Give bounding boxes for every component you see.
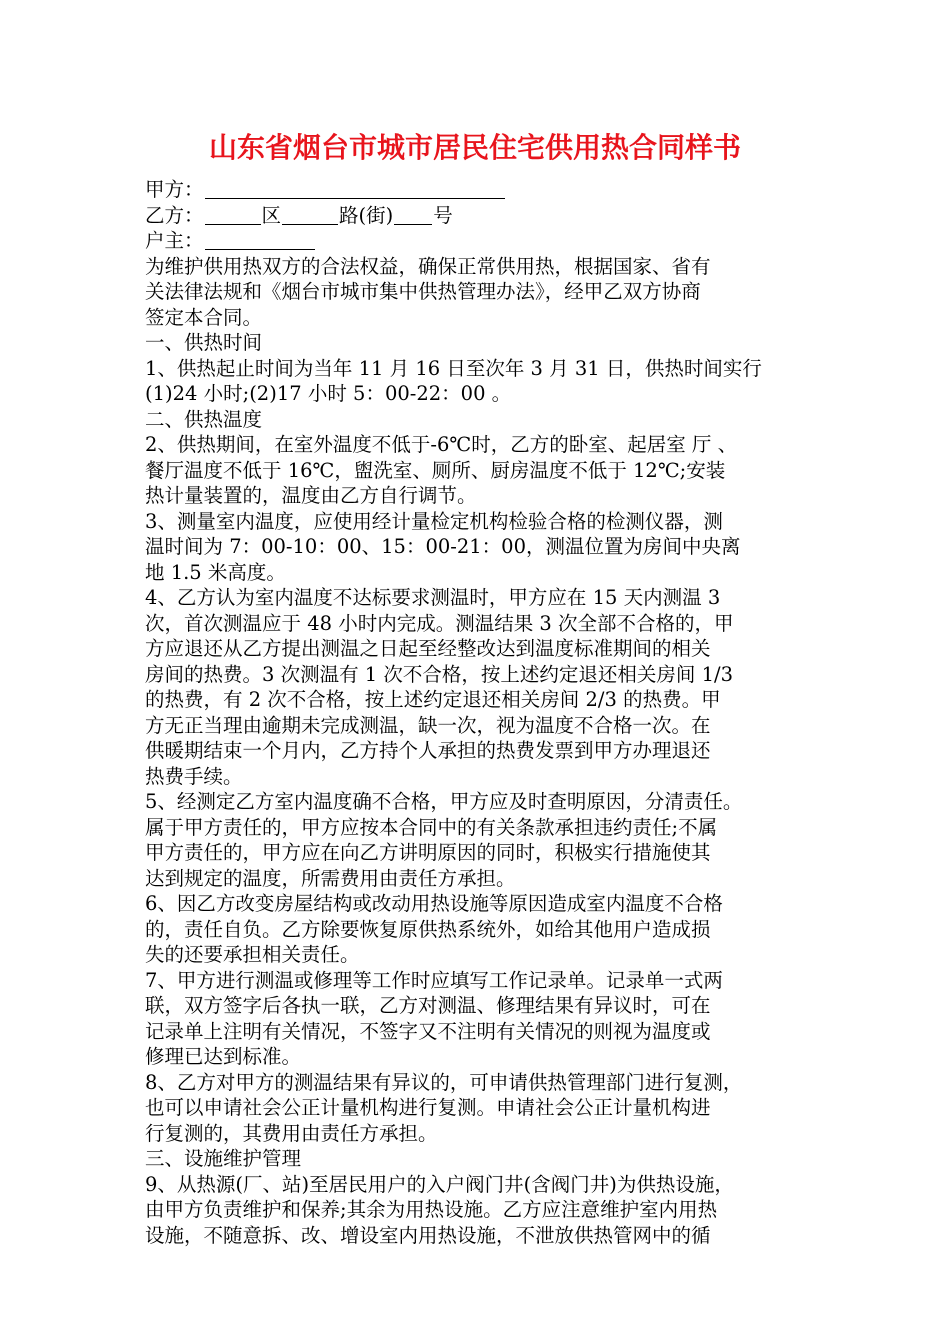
text-line: (1)24 小时;(2)17 小时 5：00-22：00 。: [145, 382, 512, 405]
text-line: 修理已达到标准。: [145, 1045, 302, 1068]
text-line: 失的还要承担相关责任。: [145, 943, 360, 966]
text-line: 1、供热起止时间为当年 11 月 16 日至次年 3 月 31 日，供热时间实行: [145, 356, 762, 380]
text-line: 供暖期结束一个月内，乙方持个人承担的热费发票到甲方办理退还: [145, 739, 711, 762]
text-line: 设施，不随意拆、改、增设室内用热设施，不泄放供热管网中的循: [145, 1223, 711, 1247]
text-line: 签定本合同。: [145, 305, 263, 329]
document-title: 山东省烟台市城市居民住宅供用热合同样书: [208, 131, 741, 164]
document-body: [145, 177, 825, 1248]
section-heading: 一、供热时间: [145, 331, 263, 354]
text-line: 由甲方负责维护和保养;其余为用热设施。乙方应注意维护室内用热: [145, 1198, 718, 1221]
party-b-line: [145, 203, 825, 229]
section-heading: 三、设施维护管理: [145, 1147, 302, 1170]
section-heading: 二、供热温度: [145, 407, 263, 431]
party-a-line: [145, 177, 825, 203]
owner-line: [145, 228, 825, 254]
text-line: 6、因乙方改变房屋结构或改动用热设施等原因造成室内温度不合格: [145, 892, 723, 915]
text-line: 7、甲方进行测温或修理等工作时应填写工作记录单。记录单一式两: [145, 968, 723, 992]
text-line: 为维护供用热双方的合法权益，确保正常供用热，根据国家、省有: [145, 254, 711, 278]
text-line: 联，双方签字后各执一联，乙方对测温、修理结果有异议时，可在: [145, 994, 711, 1017]
text-line: 4、乙方认为室内温度不达标要求测温时，甲方应在 15 天内测温 3: [145, 586, 721, 609]
road-label: 路(街): [339, 203, 394, 227]
text-line: 热计量装置的，温度由乙方自行调节。: [145, 484, 477, 507]
text-line: 记录单上注明有关情况，不签字又不注明有关情况的则视为温度或: [145, 1019, 711, 1043]
text-line: 3、测量室内温度，应使用经计量检定机构检验合格的检测仪器，测: [145, 509, 723, 533]
party-a-label: 甲方：: [145, 178, 204, 201]
text-line: 的，责任自负。乙方除要恢复原供热系统外，如给其他用户造成损: [145, 917, 711, 941]
text-line: 9、从热源(厂、站)至居民用户的入户阀门井(含阀门井)为供热设施，: [145, 1172, 734, 1196]
text-line: 的热费，有 2 次不合格，按上述约定退还相关房间 2/3 的热费。甲: [145, 688, 721, 711]
district-blank: [205, 204, 261, 225]
text-line: 地 1.5 米高度。: [145, 560, 286, 584]
district-label: 区: [261, 203, 282, 227]
text-line: 属于甲方责任的，甲方应按本合同中的有关条款承担违约责任;不属: [145, 815, 718, 839]
text-line: 达到规定的温度，所需费用由责任方承担。: [145, 866, 516, 890]
number-blank: [394, 204, 432, 225]
party-b-label: 乙方：: [145, 203, 204, 227]
text-line: 8、乙方对甲方的测温结果有异议的，可申请供热管理部门进行复测，: [145, 1070, 743, 1094]
text-line: 方无正当理由逾期未完成测温，缺一次，视为温度不合格一次。在: [145, 713, 711, 737]
text-line: 热费手续。: [145, 764, 243, 788]
text-line: 餐厅温度不低于 16℃，盥洗室、厕所、厨房温度不低于 12℃;安装: [145, 458, 726, 482]
road-blank: [282, 204, 338, 225]
text-line: 次，首次测温应于 48 小时内完成。测温结果 3 次全部不合格的，甲: [145, 611, 734, 635]
text-line: 房间的热费。3 次测温有 1 次不合格，按上述约定退还相关房间 1/3: [145, 662, 733, 686]
text-line: 关法律法规和《烟台市城市集中供热管理办法》，经甲乙双方协商: [145, 280, 701, 303]
owner-label: 户主：: [145, 229, 204, 252]
text-line: 行复测的，其费用由责任方承担。: [145, 1121, 438, 1145]
text-line: 方应退还从乙方提出测温之日起至经整改达到温度标准期间的相关: [145, 637, 711, 660]
party-a-blank: [205, 178, 505, 199]
owner-blank: [205, 229, 315, 250]
number-label: 号: [433, 203, 453, 227]
text-line: 甲方责任的，甲方应在向乙方讲明原因的同时，积极实行措施使其: [145, 841, 711, 864]
text-line: 2、供热期间，在室外温度不低于-6℃时，乙方的卧室、起居室 厅 、: [145, 433, 738, 456]
text-line: 也可以申请社会公正计量机构进行复测。申请社会公正计量机构进: [145, 1096, 711, 1119]
text-line: 温时间为 7：00-10：00、15：00-21：00，测温位置为房间中央离: [145, 535, 741, 558]
text-line: 5、经测定乙方室内温度确不合格，甲方应及时查明原因，分清责任。: [145, 790, 743, 813]
